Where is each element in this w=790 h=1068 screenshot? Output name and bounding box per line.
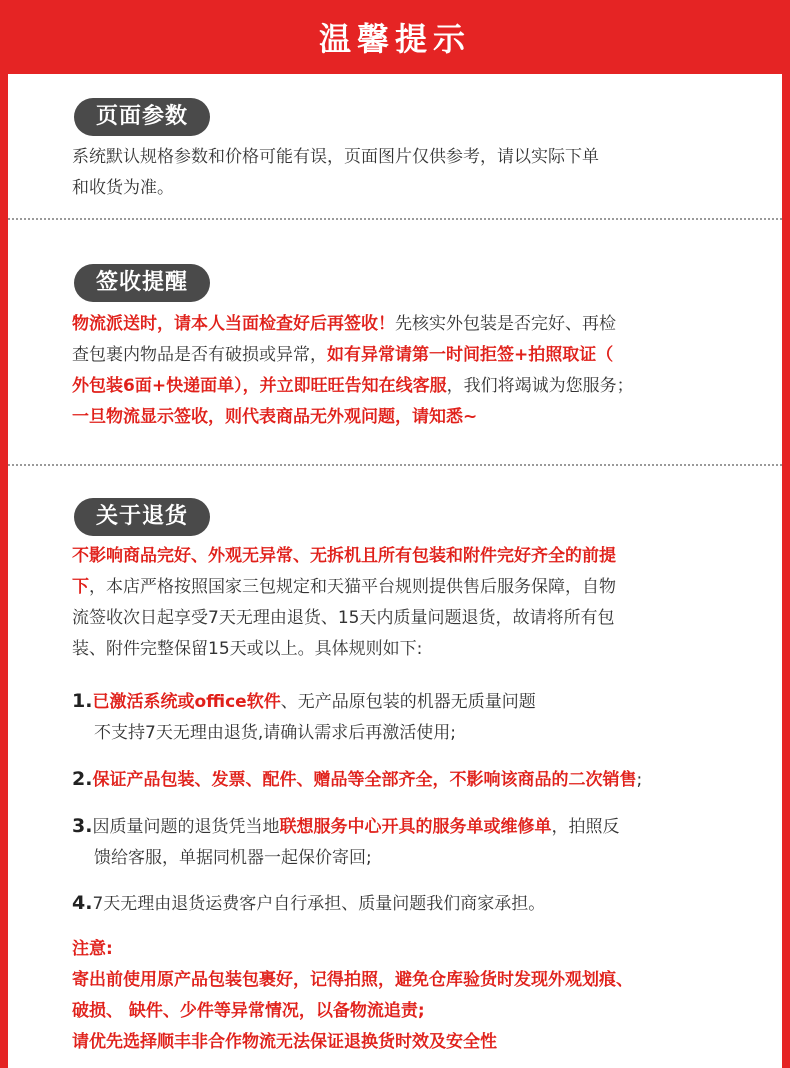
divider — [8, 218, 782, 220]
section-tag-page-params: 页面参数 — [74, 98, 210, 136]
note-line3: 请优先选择顺丰非合作物流无法保证退换货时效及安全性 — [72, 1032, 497, 1052]
note-line2: 破损、 缺件、少件等异常情况，以备物流追责; — [72, 1001, 425, 1021]
rule-number: 2. — [72, 768, 93, 790]
rule-number: 1. — [72, 690, 93, 712]
delivery-p2-red: 如有异常请第一时间拒签+拍照取证（ — [327, 345, 614, 365]
page-params-text — [72, 142, 717, 204]
rule-2-plain: ; — [636, 770, 643, 790]
returns-p2-red: 下 — [72, 577, 89, 597]
delivery-p3-plain: ，我们将竭诚为您服务； — [446, 376, 634, 396]
section-tag-returns: 关于退货 — [74, 498, 210, 536]
rule-4-plain: 7天无理由退货运费客户自行承担、质量问题我们商家承担。 — [92, 894, 546, 914]
delivery-p1-plain: 先核实外包装是否完好、再检 — [395, 314, 616, 334]
delivery-p3-red: 外包装6面+快递面单），并立即旺旺告知在线客服 — [72, 376, 447, 396]
rule-3-plain-a: 因质量问题的退货凭当地 — [92, 817, 280, 837]
delivery-reminder-text — [72, 309, 717, 433]
return-rule-1 — [72, 686, 732, 749]
rule-3-line2: 馈给客服，单据同机器一起保价寄回; — [94, 848, 372, 868]
page-params-line1: 系统默认规格参数和价格可能有误，页面图片仅供参考，请以实际下单 — [72, 147, 599, 167]
returns-p1-red: 不影响商品完好、外观无异常、无拆机且所有包装和附件完好齐全的前提 — [72, 546, 616, 566]
returns-p2-plain: ，本店严格按照国家三包规定和天猫平台规则提供售后服务保障，自物 — [89, 577, 616, 597]
rule-1-red: 已激活系统或office软件 — [92, 692, 281, 712]
return-rule-3 — [72, 811, 732, 874]
content-panel — [8, 74, 782, 1068]
header-bar — [0, 0, 790, 74]
section-tag-delivery-reminder: 签收提醒 — [74, 264, 210, 302]
rule-1-plain: 、无产品原包装的机器无质量问题 — [280, 692, 536, 712]
returns-p3-plain: 流签收次日起享受7天无理由退货、15天内质量问题退货，故请将所有包 — [72, 608, 615, 628]
note-line1: 寄出前使用原产品包装包裹好，记得拍照，避免仓库验货时发现外观划痕、 — [72, 970, 633, 990]
delivery-p4-red: 一旦物流显示签收，则代表商品无外观问题，请知悉~ — [72, 407, 478, 427]
rule-3-red: 联想服务中心开具的服务单或维修单 — [279, 817, 552, 837]
rule-number: 3. — [72, 815, 93, 837]
note-label: 注意: — [72, 939, 113, 959]
rule-1-line2: 不支持7天无理由退货,请确认需求后再激活使用; — [94, 723, 456, 743]
returns-intro-text — [72, 541, 717, 665]
return-rule-4 — [72, 888, 732, 920]
rule-number: 4. — [72, 892, 93, 914]
returns-note — [72, 934, 732, 1058]
rule-2-red: 保证产品包装、发票、配件、赠品等全部齐全，不影响该商品的二次销售 — [92, 770, 637, 790]
page-params-line2: 和收货为准。 — [72, 178, 174, 198]
delivery-p2-plain: 查包裹内物品是否有破损或异常， — [72, 345, 327, 365]
return-rule-2 — [72, 764, 732, 796]
rule-3-plain-b: ，拍照反 — [551, 817, 620, 837]
divider — [8, 464, 782, 466]
returns-p4-plain: 装、附件完整保留15天或以上。具体规则如下: — [72, 639, 423, 659]
page-title: 温馨提示 — [318, 20, 471, 58]
delivery-p1-red: 物流派送时，请本人当面检查好后再签收！ — [72, 314, 395, 334]
